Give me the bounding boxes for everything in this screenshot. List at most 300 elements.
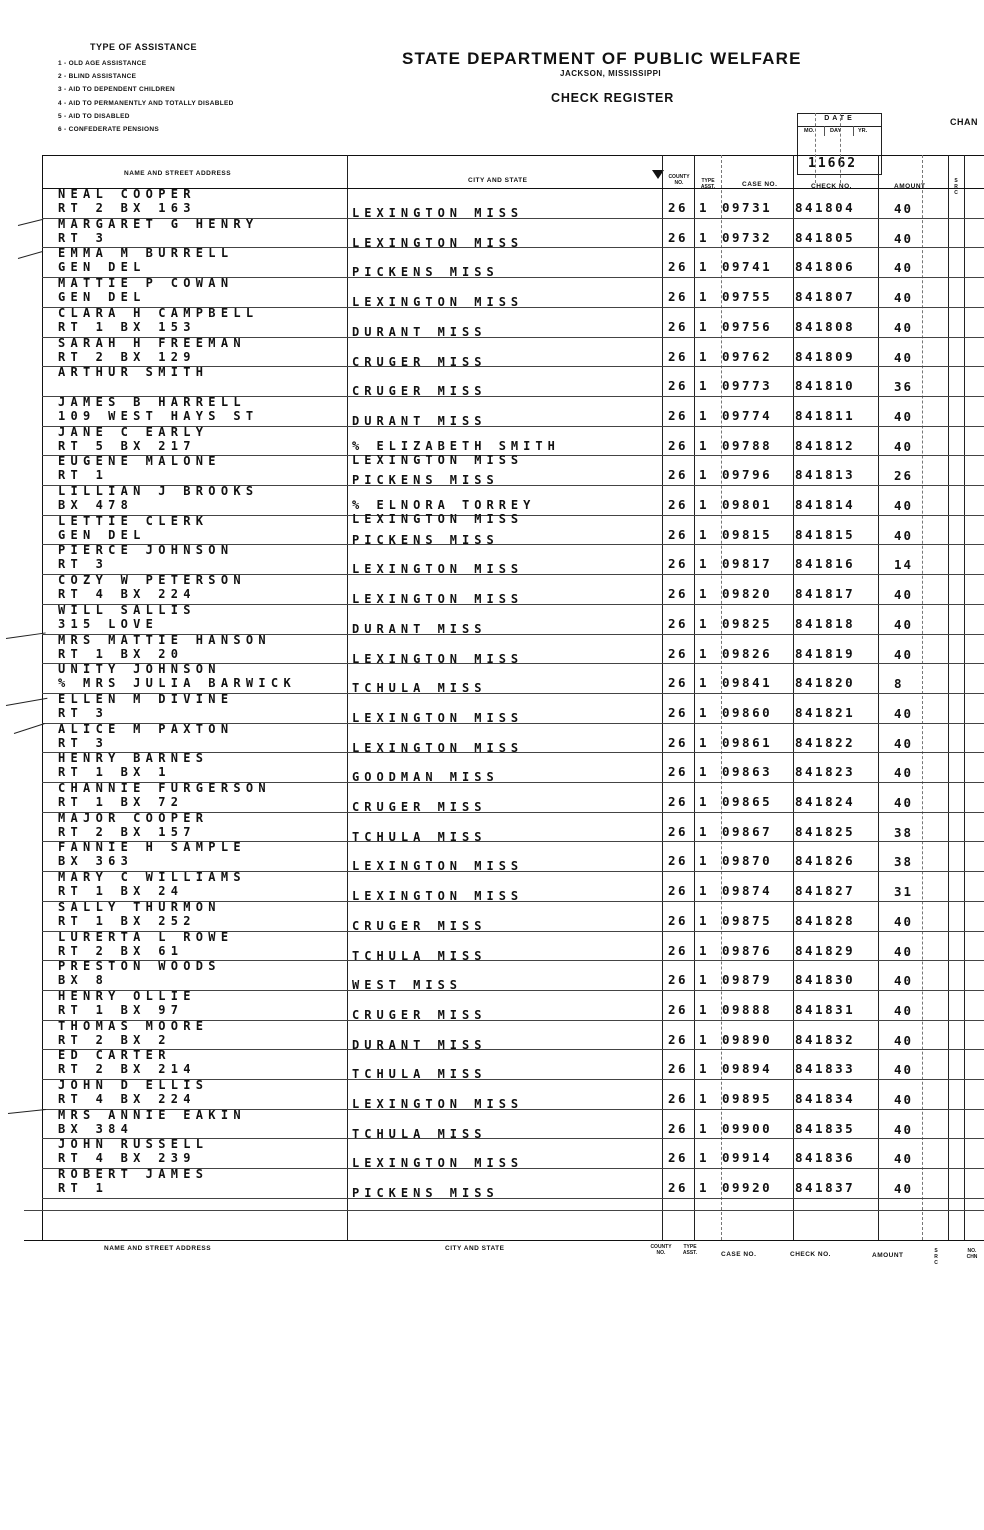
cell-city: % ELIZABETH SMITH	[352, 438, 560, 453]
cell-city: TCHULA MISS	[352, 1126, 487, 1141]
cell-county: 26	[668, 675, 689, 691]
column-divider	[662, 155, 663, 1240]
legend-title: TYPE OF ASSISTANCE	[90, 42, 198, 52]
cell-city: TCHULA MISS	[352, 681, 487, 696]
col-header-city: CITY AND STATE	[468, 177, 528, 184]
date-year-label: YR.	[858, 128, 868, 134]
cell-street: BX 478	[58, 498, 134, 512]
cell-amount: 40	[894, 319, 914, 335]
cell-case: 09732	[722, 229, 773, 245]
cell-street: RT 3	[58, 557, 109, 572]
cell-county: 26	[668, 1180, 689, 1196]
cell-type: 1	[699, 229, 710, 245]
footer-col-no-chn: NO. CHN	[966, 1248, 978, 1260]
cell-name: HENRY OLLIE	[58, 988, 196, 1003]
cell-amount: 40	[894, 290, 914, 306]
cell-amount: 31	[894, 884, 914, 900]
cell-street: RT 1 BX 72	[58, 795, 184, 809]
cell-name: THOMAS MOORE	[58, 1018, 209, 1033]
cell-street: RT 3	[58, 705, 109, 720]
cell-check: 841810	[795, 378, 856, 394]
cell-amount: 40	[894, 587, 914, 603]
footer-col-src: S R C	[934, 1248, 938, 1266]
check-mark-icon	[14, 723, 45, 734]
check-mark-icon	[6, 632, 46, 639]
cell-name: MRS MATTIE HANSON	[58, 632, 271, 647]
cell-type: 1	[699, 1001, 710, 1017]
cell-name: COZY W PETERSON	[58, 573, 246, 588]
cell-type: 1	[699, 675, 710, 691]
cell-name: FANNIE H SAMPLE	[58, 840, 246, 855]
cell-name: ED CARTER	[58, 1048, 171, 1063]
cell-street: RT 4 BX 239	[58, 1151, 196, 1166]
legend-item: 1 - OLD AGE ASSISTANCE	[58, 60, 147, 67]
cell-case: 09774	[722, 407, 773, 423]
cell-amount: 40	[894, 1092, 914, 1107]
cell-name: CLARA H CAMPBELL	[58, 305, 259, 320]
date-label: DATE	[798, 115, 881, 127]
cell-name: PRESTON WOODS	[58, 959, 221, 974]
column-divider	[721, 155, 722, 1240]
cell-city: % ELNORA TORREY	[352, 498, 536, 512]
cell-city: LEXINGTON MISS	[352, 295, 524, 310]
cell-county: 26	[668, 615, 689, 631]
cell-street: RT 4 BX 224	[58, 1092, 196, 1106]
cell-city: DURANT MISS	[352, 413, 487, 428]
cell-amount: 26	[894, 468, 914, 484]
cell-city2: LEXINGTON MISS	[352, 512, 524, 526]
cell-check: 841805	[795, 229, 856, 245]
cell-type: 1	[699, 556, 710, 572]
cell-amount: 40	[894, 1032, 914, 1048]
cell-case: 09788	[722, 437, 773, 453]
cell-street: 315 LOVE	[58, 616, 159, 631]
cell-name: MARY C WILLIAMS	[58, 870, 246, 885]
cell-city: CRUGER MISS	[352, 354, 487, 369]
cell-amount: 40	[894, 1151, 914, 1167]
date-month-label: MO.	[804, 128, 815, 134]
cell-name: SARAH H FREEMAN	[58, 335, 246, 350]
cell-name: WILL SALLIS	[58, 602, 196, 617]
cell-city: LEXINGTON MISS	[352, 562, 524, 577]
cell-type: 1	[699, 794, 710, 809]
date-divider	[840, 113, 841, 183]
cell-case: 09731	[722, 200, 773, 215]
cell-check: 841804	[795, 200, 856, 215]
cell-check: 841823	[795, 764, 856, 780]
column-divider	[878, 155, 879, 1240]
cell-type: 1	[699, 1120, 710, 1136]
cell-street: RT 1 BX 153	[58, 319, 196, 334]
cell-type: 1	[699, 704, 710, 720]
cell-name: LURERTA L ROWE	[58, 929, 234, 944]
legend-item: 6 - CONFEDERATE PENSIONS	[58, 126, 159, 134]
cell-case: 09762	[722, 348, 773, 364]
cell-county: 26	[668, 1031, 689, 1047]
cell-street: GEN DEL	[58, 260, 146, 275]
cell-street: RT 2 BX 214	[58, 1062, 196, 1077]
cell-street: BX 363	[58, 854, 134, 869]
cell-county: 26	[668, 1120, 689, 1136]
cell-city: TCHULA MISS	[352, 829, 487, 844]
cell-county: 26	[668, 972, 689, 988]
cell-name: SALLY THURMON	[58, 899, 221, 914]
cell-street: RT 1 BX 1	[58, 765, 171, 780]
cell-county: 26	[668, 526, 689, 542]
cell-county: 26	[668, 200, 689, 215]
cell-county: 26	[668, 259, 689, 275]
cell-type: 1	[699, 734, 710, 750]
cell-name: JOHN D ELLIS	[58, 1078, 209, 1092]
column-divider	[694, 155, 695, 1240]
cell-check: 841818	[795, 615, 856, 631]
footer-col-case: CASE NO.	[721, 1251, 757, 1258]
cell-case: 09841	[722, 675, 773, 691]
cell-case: 09865	[722, 794, 773, 809]
footer-col-check: CHECK NO.	[790, 1251, 831, 1258]
cell-case: 09826	[722, 645, 773, 661]
cell-city: DURANT MISS	[352, 1037, 487, 1052]
cell-amount: 40	[894, 913, 914, 929]
cell-street: 109 WEST HAYS ST	[58, 408, 259, 423]
cell-case: 09820	[722, 586, 773, 602]
cell-type: 1	[699, 318, 710, 334]
cell-check: 841809	[795, 348, 856, 364]
cell-amount: 40	[894, 735, 914, 751]
legend-item: 2 - BLIND ASSISTANCE	[58, 73, 137, 81]
cell-city2: LEXINGTON MISS	[352, 452, 524, 467]
cell-type: 1	[699, 645, 710, 661]
cell-check: 841811	[795, 407, 856, 423]
cell-case: 09860	[722, 704, 773, 720]
department-title: STATE DEPARTMENT OF PUBLIC WELFARE	[402, 49, 802, 68]
cell-city: CRUGER MISS	[352, 384, 487, 399]
cell-case: 09815	[722, 526, 773, 542]
footer-col-name: NAME AND STREET ADDRESS	[104, 1245, 212, 1252]
cell-type: 1	[699, 972, 710, 988]
row-divider	[42, 1049, 984, 1050]
cell-case: 09755	[722, 289, 773, 305]
cell-type: 1	[699, 586, 710, 602]
cell-check: 841816	[795, 556, 856, 572]
cell-check: 841820	[795, 675, 856, 691]
cell-city: LEXINGTON MISS	[352, 1156, 524, 1171]
cell-city: LEXINGTON MISS	[352, 235, 524, 250]
column-divider	[793, 155, 794, 1240]
cell-city: DURANT MISS	[352, 324, 487, 339]
cell-street: RT 2 BX 2	[58, 1032, 171, 1047]
cell-name: UNITY JOHNSON	[58, 662, 221, 677]
footer-col-amount: AMOUNT	[872, 1252, 904, 1259]
cell-city: TCHULA MISS	[352, 948, 487, 963]
cell-type: 1	[699, 1180, 710, 1196]
cell-amount: 38	[894, 824, 914, 840]
cell-county: 26	[668, 318, 689, 334]
cell-type: 1	[699, 1091, 710, 1106]
cell-county: 26	[668, 289, 689, 305]
cell-case: 09875	[722, 912, 773, 928]
cell-case: 09741	[722, 259, 773, 275]
cell-type: 1	[699, 348, 710, 364]
cell-check: 841827	[795, 883, 856, 899]
cell-street: BX 384	[58, 1121, 134, 1136]
cell-street: GEN DEL	[58, 527, 146, 542]
cell-name: JAMES B HARRELL	[58, 394, 246, 409]
cell-county: 26	[668, 794, 689, 809]
cell-city: LEXINGTON MISS	[352, 889, 524, 904]
cell-type: 1	[699, 407, 710, 423]
cell-case: 09894	[722, 1061, 773, 1077]
row-divider	[24, 1210, 984, 1211]
cell-county: 26	[668, 645, 689, 661]
col-header-county: COUNTY NO.	[668, 174, 690, 186]
cell-type: 1	[699, 437, 710, 453]
cell-amount: 40	[894, 973, 914, 989]
col-header-type: TYPE ASST.	[700, 178, 716, 190]
cell-case: 09863	[722, 764, 773, 780]
cell-county: 26	[668, 229, 689, 245]
cell-street: RT 2 BX 129	[58, 349, 196, 364]
col-header-case: CASE NO.	[742, 181, 778, 188]
cell-name: NEAL COOPER	[58, 187, 196, 201]
cell-county: 26	[668, 467, 689, 483]
cell-county: 26	[668, 764, 689, 780]
cell-case: 09796	[722, 467, 773, 483]
cell-check: 841808	[795, 318, 856, 334]
col-header-amount: AMOUNT	[894, 183, 926, 190]
cell-case: 09876	[722, 942, 773, 958]
cell-county: 26	[668, 1150, 689, 1166]
column-divider	[922, 155, 923, 1240]
cell-type: 1	[699, 259, 710, 275]
check-mark-icon	[18, 251, 43, 259]
cell-check: 841813	[795, 467, 856, 483]
cell-amount: 8	[894, 676, 904, 692]
cell-case: 09890	[722, 1031, 773, 1047]
cell-case: 09756	[722, 318, 773, 334]
cell-county: 26	[668, 734, 689, 750]
cell-case: 09870	[722, 853, 773, 869]
cell-amount: 40	[894, 438, 914, 454]
cell-check: 841832	[795, 1031, 856, 1047]
cell-city: PICKENS MISS	[352, 1186, 499, 1201]
cell-county: 26	[668, 1001, 689, 1017]
cell-county: 26	[668, 407, 689, 423]
cell-street: RT 1 BX 20	[58, 646, 184, 661]
cell-amount: 40	[894, 349, 914, 365]
cell-street: RT 1 BX 97	[58, 1002, 184, 1017]
cell-check: 841831	[795, 1001, 856, 1017]
cell-name: LETTIE CLERK	[58, 513, 209, 528]
cell-case: 09867	[722, 823, 773, 839]
cell-type: 1	[699, 289, 710, 305]
cell-city: PICKENS MISS	[352, 473, 499, 488]
cell-county: 26	[668, 853, 689, 869]
cell-name: ELLEN M DIVINE	[58, 691, 234, 706]
cell-name: CHANNIE FURGERSON	[58, 781, 271, 795]
cell-amount: 40	[894, 1002, 914, 1018]
cell-amount: 40	[894, 1062, 914, 1078]
footer-col-city: CITY AND STATE	[445, 1245, 505, 1252]
cell-amount: 40	[894, 646, 914, 662]
cell-check: 841812	[795, 437, 856, 453]
cell-city: LEXINGTON MISS	[352, 592, 524, 607]
cell-street: RT 3	[58, 230, 109, 245]
cell-amount: 40	[894, 201, 914, 216]
col-header-name: NAME AND STREET ADDRESS	[124, 170, 232, 177]
cell-type: 1	[699, 497, 710, 512]
cell-amount: 40	[894, 1121, 914, 1137]
cell-check: 841819	[795, 645, 856, 661]
cell-city: LEXINGTON MISS	[352, 651, 524, 666]
cell-name: MATTIE P COWAN	[58, 276, 234, 291]
cell-amount: 40	[894, 498, 914, 513]
assistance-type-legend	[58, 57, 234, 136]
cell-city: LEXINGTON MISS	[352, 206, 524, 220]
column-divider	[347, 155, 348, 1240]
cell-city: WEST MISS	[352, 978, 463, 993]
cell-check: 841814	[795, 497, 856, 512]
cell-county: 26	[668, 437, 689, 453]
cell-street: % MRS JULIA BARWICK	[58, 676, 296, 691]
cell-county: 26	[668, 586, 689, 602]
cell-county: 26	[668, 348, 689, 364]
cell-amount: 40	[894, 616, 914, 632]
cell-city: CRUGER MISS	[352, 1007, 487, 1022]
cell-city: LEXINGTON MISS	[352, 710, 524, 725]
cell-county: 26	[668, 556, 689, 572]
date-divider	[815, 113, 816, 183]
cell-county: 26	[668, 1061, 689, 1077]
cell-check: 841829	[795, 942, 856, 958]
col-header-src: S R C	[954, 178, 958, 196]
cell-city: PICKENS MISS	[352, 265, 499, 280]
footer-col-county: COUNTY NO.	[650, 1244, 672, 1256]
cell-street: RT 5 BX 217	[58, 438, 196, 453]
check-mark-icon	[8, 1109, 46, 1114]
cell-type: 1	[699, 1061, 710, 1077]
cell-check: 841835	[795, 1120, 856, 1136]
department-location: JACKSON, MISSISSIPPI	[560, 69, 662, 78]
cell-case: 09773	[722, 378, 773, 394]
form-name: CHECK REGISTER	[551, 91, 675, 105]
cell-name: ALICE M PAXTON	[58, 721, 234, 736]
cell-check: 841837	[795, 1180, 856, 1196]
cell-case: 09801	[722, 497, 773, 512]
cell-county: 26	[668, 942, 689, 958]
cell-check: 841836	[795, 1150, 856, 1166]
cell-case: 09874	[722, 883, 773, 899]
cell-city: CRUGER MISS	[352, 800, 487, 814]
cell-name: MRS ANNIE EAKIN	[58, 1107, 246, 1122]
col-header-check: CHECK NO.	[811, 183, 852, 190]
cell-check: 841806	[795, 259, 856, 275]
cell-amount: 40	[894, 260, 914, 276]
cell-amount: 14	[894, 557, 914, 573]
cell-city: GOODMAN MISS	[352, 770, 499, 785]
cell-amount: 36	[894, 379, 914, 395]
cell-amount: 38	[894, 854, 914, 870]
cell-name: EUGENE MALONE	[58, 454, 221, 469]
cell-city: LEXINGTON MISS	[352, 859, 524, 874]
cell-amount: 40	[894, 943, 914, 959]
cell-county: 26	[668, 883, 689, 899]
cell-street: RT 1	[58, 468, 109, 483]
cell-name: MAJOR COOPER	[58, 810, 209, 825]
cell-case: 09888	[722, 1001, 773, 1017]
cell-name: JANE C EARLY	[58, 424, 209, 439]
cell-check: 841822	[795, 734, 856, 750]
cell-check: 841821	[795, 704, 856, 720]
cell-check: 841824	[795, 794, 856, 809]
cell-check: 841817	[795, 586, 856, 602]
cell-name: PIERCE JOHNSON	[58, 543, 234, 558]
cell-county: 26	[668, 1091, 689, 1106]
cell-case: 09920	[722, 1180, 773, 1196]
cell-street: RT 1 BX 24	[58, 884, 184, 899]
legend-item: 5 - AID TO DISABLED	[58, 112, 130, 120]
cell-name: ROBERT JAMES	[58, 1167, 209, 1182]
cell-amount: 40	[894, 408, 914, 424]
cell-case: 09879	[722, 972, 773, 988]
cell-check: 841825	[795, 823, 856, 839]
cell-amount: 40	[894, 795, 914, 810]
cell-amount: 40	[894, 1181, 914, 1197]
cell-name: MARGARET G HENRY	[58, 216, 259, 231]
cell-type: 1	[699, 912, 710, 928]
cell-county: 26	[668, 823, 689, 839]
cell-street: RT 2 BX 157	[58, 824, 196, 839]
cell-street: RT 1 BX 252	[58, 913, 196, 928]
cell-check: 841815	[795, 526, 856, 542]
cell-city: LEXINGTON MISS	[352, 1097, 524, 1111]
cell-case: 09861	[722, 734, 773, 750]
cell-street: RT 3	[58, 735, 109, 750]
cell-county: 26	[668, 378, 689, 394]
chan-label: CHAN	[950, 117, 978, 127]
cell-type: 1	[699, 467, 710, 483]
cell-case: 09900	[722, 1120, 773, 1136]
cell-type: 1	[699, 883, 710, 899]
cell-name: EMMA M BURRELL	[58, 246, 234, 261]
legend-item: 3 - AID TO DEPENDENT CHILDREN	[58, 86, 176, 94]
cell-city: LEXINGTON MISS	[352, 740, 524, 755]
cell-city: TCHULA MISS	[352, 1067, 487, 1082]
cell-type: 1	[699, 200, 710, 215]
cell-city: CRUGER MISS	[352, 918, 487, 933]
cell-amount: 40	[894, 705, 914, 721]
cell-check: 841834	[795, 1091, 856, 1106]
cell-street: RT 2 BX 61	[58, 943, 184, 958]
cell-case: 09817	[722, 556, 773, 572]
cell-amount: 40	[894, 527, 914, 543]
cell-check: 841807	[795, 289, 856, 305]
date-day-label: DAY	[830, 128, 842, 134]
cell-case: 09895	[722, 1091, 773, 1106]
cell-street: BX 8	[58, 973, 109, 988]
row-divider	[42, 1198, 984, 1199]
cell-type: 1	[699, 942, 710, 958]
cell-type: 1	[699, 615, 710, 631]
cell-case: 09914	[722, 1150, 773, 1166]
cell-street: GEN DEL	[58, 290, 146, 305]
cell-name: HENRY BARNES	[58, 751, 209, 766]
cell-type: 1	[699, 526, 710, 542]
cell-amount: 40	[894, 765, 914, 781]
check-mark-icon	[18, 219, 43, 226]
cell-case: 09825	[722, 615, 773, 631]
cell-check: 841826	[795, 853, 856, 869]
